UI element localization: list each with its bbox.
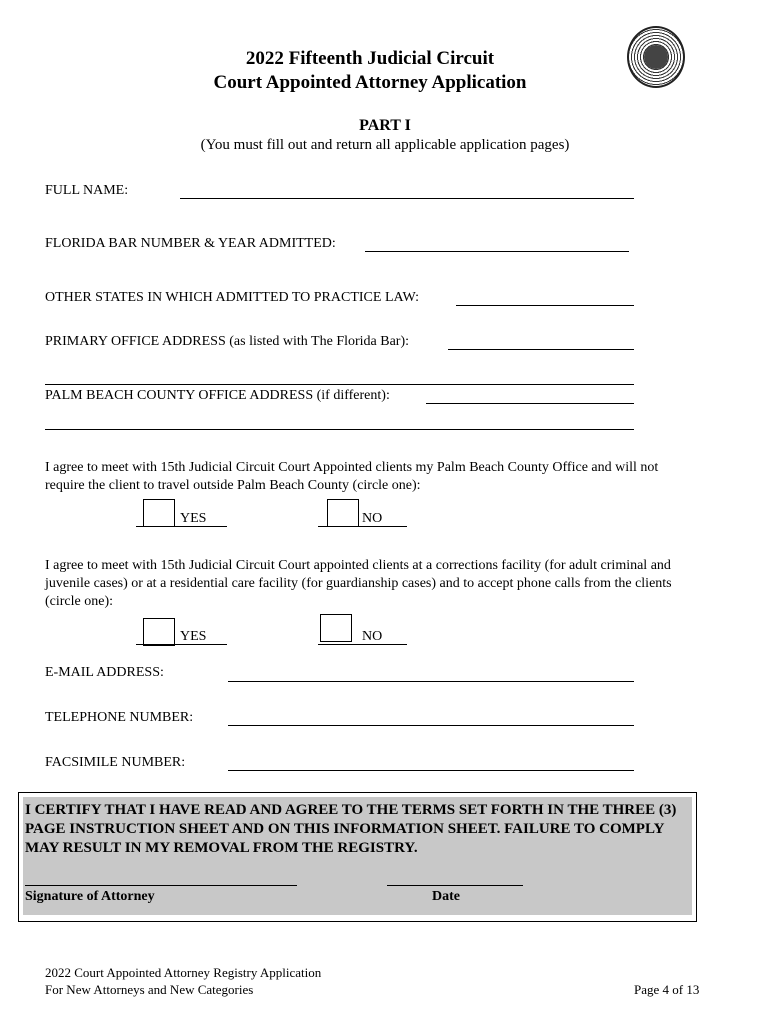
page-number: Page 4 of 13 [634, 982, 700, 997]
agreement1-line1: I agree to meet with 15th Judicial Circuit Court Appointed clients my Palm Beach County Office and will not [45, 460, 659, 475]
agreement2-text [45, 557, 672, 611]
agreement1-yes-checkbox[interactable] [143, 499, 175, 527]
part-heading: PART I [359, 117, 411, 134]
full-name-label: FULL NAME: [45, 183, 129, 198]
date-line[interactable] [387, 885, 523, 886]
part-instruction: (You must fill out and return all applicable application pages) [200, 137, 570, 153]
pbc-office-field-line2[interactable] [45, 429, 634, 430]
certification-line3: MAY RESULT IN MY REMOVAL FROM THE REGISTRY. [25, 840, 418, 856]
agreement1-text [45, 459, 658, 495]
footer-left [45, 964, 321, 998]
primary-office-label: PRIMARY OFFICE ADDRESS (as listed with The Florida Bar): [45, 334, 410, 349]
form-title-line1: 2022 Fifteenth Judicial Circuit [245, 48, 495, 69]
agreement1-line2: require the client to travel outside Palm Beach County (circle one): [45, 478, 421, 493]
other-states-label: OTHER STATES IN WHICH ADMITTED TO PRACTICE LAW: [45, 290, 420, 305]
certification-text [25, 801, 676, 858]
pbc-office-label: PALM BEACH COUNTY OFFICE ADDRESS (if different): [45, 388, 390, 403]
signature-label: Signature of Attorney [25, 889, 155, 904]
fax-field[interactable] [228, 770, 634, 771]
agreement1-no-checkbox[interactable] [327, 499, 359, 527]
certification-box [18, 792, 697, 922]
pbc-office-field[interactable] [426, 403, 634, 404]
email-label: E-MAIL ADDRESS: [45, 665, 164, 680]
full-name-field[interactable] [180, 198, 634, 199]
agreement2-line2: juvenile cases) or at a residential care facility (for guardianship cases) and to accept phone calls from the clients [45, 576, 672, 591]
court-seal-icon [627, 26, 685, 88]
agreement2-yes-label: YES [180, 629, 207, 644]
certification-shading [23, 797, 692, 915]
agreement2-no-checkbox[interactable] [320, 614, 352, 642]
email-field[interactable] [228, 681, 634, 682]
agreement1-no-label: NO [362, 511, 383, 526]
bar-number-field[interactable] [365, 251, 629, 252]
date-label: Date [432, 889, 460, 904]
primary-office-field-line2[interactable] [45, 384, 634, 385]
bar-number-label: FLORIDA BAR NUMBER & YEAR ADMITTED: [45, 236, 336, 251]
agreement1-yes-label: YES [180, 511, 207, 526]
footer-line1: 2022 Court Appointed Attorney Registry Application [45, 965, 322, 980]
agreement2-yes-checkbox[interactable] [143, 618, 175, 646]
telephone-field[interactable] [228, 725, 634, 726]
agreement2-line3: (circle one): [45, 594, 114, 609]
telephone-label: TELEPHONE NUMBER: [45, 710, 194, 725]
form-title-line2: Court Appointed Attorney Application [213, 72, 527, 93]
agreement2-line1: I agree to meet with 15th Judicial Circuit Court appointed clients at a corrections facility (for adult criminal and [45, 558, 671, 573]
agreement2-no-label: NO [362, 629, 383, 644]
certification-line1: I CERTIFY THAT I HAVE READ AND AGREE TO THE TERMS SET FORTH IN THE THREE (3) [25, 802, 677, 818]
certification-line2: PAGE INSTRUCTION SHEET AND ON THIS INFORMATION SHEET. FAILURE TO COMPLY [25, 821, 665, 837]
seal-center [644, 45, 668, 69]
signature-line[interactable] [25, 885, 297, 886]
other-states-field[interactable] [456, 305, 634, 306]
fax-label: FACSIMILE NUMBER: [45, 755, 186, 770]
footer-line2: For New Attorneys and New Categories [45, 982, 254, 997]
primary-office-field[interactable] [448, 349, 634, 350]
